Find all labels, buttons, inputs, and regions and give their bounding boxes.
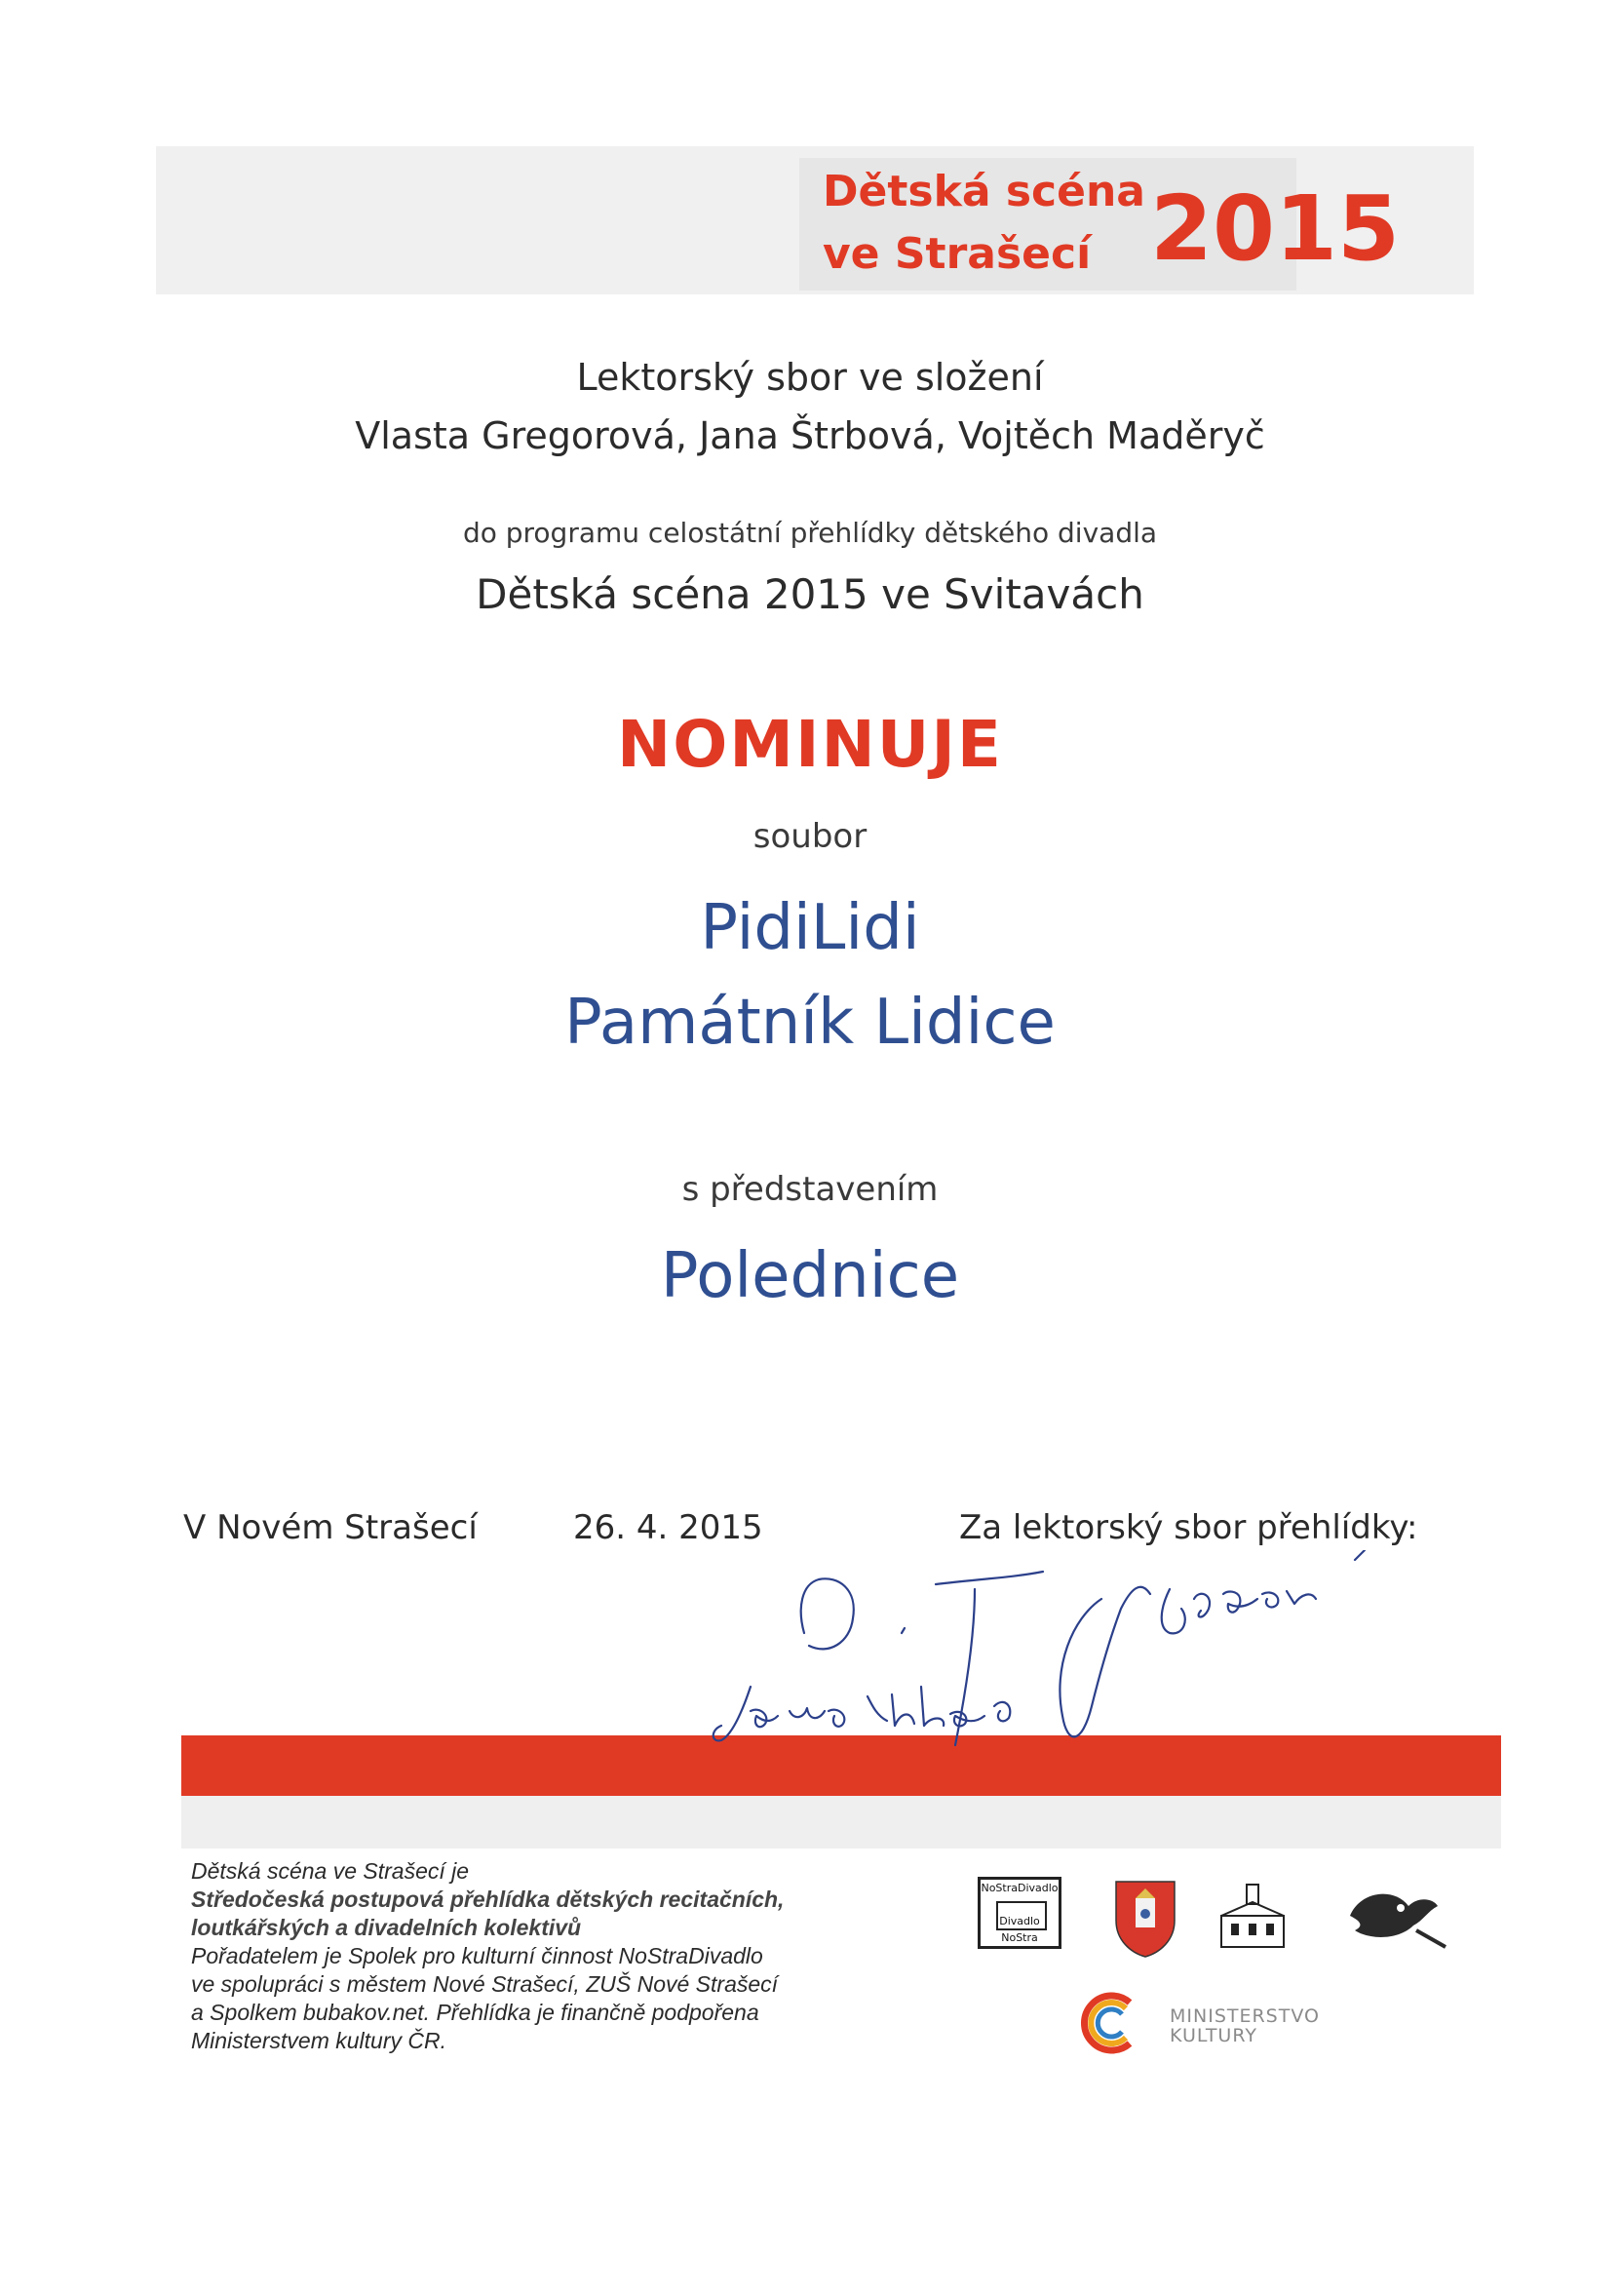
ensemble-name: PidiLidi (700, 892, 920, 964)
footer-line: Ministerstvem kultury ČR. (191, 2028, 446, 2053)
header-year: 2015 (1150, 176, 1401, 281)
program-event: Dětská scéna 2015 ve Svitavách (476, 570, 1144, 618)
handwritten-signatures (682, 1550, 1521, 1804)
header-title-line1: Dětská scéna (823, 167, 1145, 216)
nominates-heading: NOMINUJE (616, 707, 1004, 782)
ministry-of-culture-icon (1077, 1989, 1145, 2057)
footer-text (191, 1857, 1029, 2055)
ensemble-label: soubor (752, 817, 868, 856)
footer-line: Středočeská postupová přehlídka dětských recitačních, (191, 1887, 785, 1912)
program-intro: do programu celostátní přehlídky dětského divadla (462, 517, 1158, 549)
nostradivadlo-logo: NoStraDivadlo Divadlo NoStra (978, 1877, 1061, 1949)
header-title-line2: ve Strašecí (823, 229, 1092, 279)
footer-line: Dětská scéna ve Strašecí je (191, 1858, 470, 1884)
ministry-of-culture-text: MINISTERSTVO KULTURY (1170, 2005, 1320, 2046)
for-jury-label: Za lektorský sbor přehlídky: (959, 1508, 1418, 1547)
jury-intro: Lektorský sbor ve složení (576, 356, 1044, 399)
jury-names: Vlasta Gregorová, Jana Štrbová, Vojtěch Maděryč (355, 414, 1265, 457)
town-coat-of-arms-icon (1111, 1877, 1179, 1959)
zus-building-icon (1214, 1877, 1292, 1955)
grey-divider-bar (181, 1796, 1501, 1848)
footer-line: a Spolkem bubakov.net. Přehlídka je finančně podpořena (191, 2000, 759, 2025)
ensemble-place: Památník Lidice (564, 987, 1056, 1059)
footer-line: ve spolupráci s městem Nové Strašecí, ZUŠ Nové Strašecí (191, 1971, 779, 1997)
signing-place: V Novém Strašecí (183, 1508, 478, 1547)
performance-title: Polednice (660, 1240, 960, 1312)
bubakov-bird-icon (1340, 1877, 1452, 1955)
footer-line: loutkářských a divadelních kolektivů (191, 1915, 582, 1940)
footer-line: Pořadatelem je Spolek pro kulturní činnost NoStraDivadlo (191, 1943, 763, 1968)
performance-label: s představením (681, 1170, 939, 1209)
signing-date: 26. 4. 2015 (573, 1508, 763, 1547)
